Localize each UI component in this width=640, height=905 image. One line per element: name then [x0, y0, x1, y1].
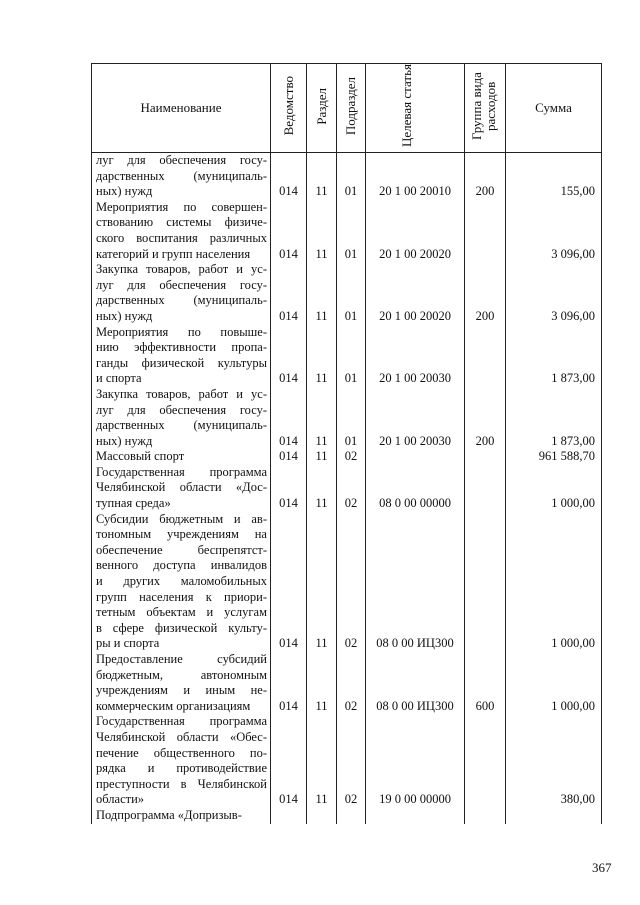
name-line: венного доступа инвалидов	[96, 558, 267, 573]
cell-name	[92, 387, 271, 449]
cell-vedomstvo	[271, 808, 307, 824]
name-line: дарственных (муниципаль-	[96, 168, 267, 183]
cell-podrazdel: 02	[337, 512, 366, 652]
cell-podrazdel: 01	[337, 262, 366, 324]
cell-podrazdel: 02	[337, 714, 366, 808]
cell-gruppa	[465, 512, 506, 652]
table-row	[92, 325, 602, 387]
cell-summa: 380,00	[506, 714, 602, 808]
header-gruppa-label: Группа вида расходов	[469, 72, 498, 140]
table-row	[92, 153, 602, 200]
cell-vedomstvo: 014	[271, 262, 307, 324]
cell-name	[92, 465, 271, 512]
name-line: ры и спорта	[96, 636, 160, 651]
name-line: преступности в Челябинской	[96, 776, 267, 791]
name-line: Субсидии бюджетным и ав-	[96, 511, 267, 526]
cell-razdel: 11	[307, 200, 337, 262]
table-row	[92, 465, 602, 512]
name-line: Челябинской области «Дос-	[96, 480, 267, 495]
name-line: тетным объектам и услугам	[96, 605, 267, 620]
cell-celevaya	[366, 808, 465, 824]
cell-razdel: 11	[307, 325, 337, 387]
name-line: тупная среда»	[96, 496, 171, 511]
header-celevaya-statya	[366, 64, 465, 153]
name-line: учреждениям и иным не-	[96, 683, 267, 698]
cell-razdel: 11	[307, 153, 337, 200]
cell-vedomstvo: 014	[271, 153, 307, 200]
cell-vedomstvo: 014	[271, 449, 307, 465]
header-celevaya-label: Целевая статья	[399, 64, 414, 148]
cell-razdel: 11	[307, 262, 337, 324]
cell-name	[92, 153, 271, 200]
cell-gruppa	[465, 200, 506, 262]
name-line: Подпрограмма «Допризыв-	[96, 807, 242, 822]
cell-summa: 961 588,70	[506, 449, 602, 465]
table-row	[92, 808, 602, 824]
table-row	[92, 652, 602, 714]
cell-gruppa	[465, 714, 506, 808]
cell-name	[92, 262, 271, 324]
name-line: бюджетным, автономным	[96, 667, 267, 682]
cell-vedomstvo: 014	[271, 200, 307, 262]
page-number: 367	[592, 860, 612, 875]
cell-podrazdel: 01	[337, 153, 366, 200]
cell-vedomstvo: 014	[271, 652, 307, 714]
name-line: нию эффективности пропа-	[96, 340, 267, 355]
name-line: ствованию системы физиче-	[96, 215, 267, 230]
name-line: рядка и противодействие	[96, 761, 267, 776]
name-line: и других маломобильных	[96, 574, 267, 589]
cell-gruppa	[465, 325, 506, 387]
cell-razdel: 11	[307, 652, 337, 714]
cell-summa: 1 000,00	[506, 512, 602, 652]
name-line: ных) нужд	[96, 433, 153, 448]
name-line: дарственных (муниципаль-	[96, 418, 267, 433]
table-row	[92, 262, 602, 324]
name-line: и спорта	[96, 371, 142, 386]
header-summa: Сумма	[506, 64, 602, 153]
cell-vedomstvo: 014	[271, 512, 307, 652]
name-line: области»	[96, 792, 145, 807]
budget-table-sheet	[91, 63, 602, 824]
cell-podrazdel: 02	[337, 465, 366, 512]
cell-summa	[506, 808, 602, 824]
cell-celevaya: 08 0 00 ИЦ300	[366, 652, 465, 714]
cell-name	[92, 512, 271, 652]
name-line: коммерческим организациям	[96, 698, 251, 713]
cell-razdel: 11	[307, 387, 337, 449]
name-line: дарственных (муниципаль-	[96, 293, 267, 308]
name-line: категорий и групп населения	[96, 246, 251, 261]
cell-gruppa	[465, 808, 506, 824]
cell-name	[92, 200, 271, 262]
table-row	[92, 387, 602, 449]
cell-celevaya	[366, 449, 465, 465]
name-line: обеспечение беспрепятст-	[96, 542, 267, 557]
cell-celevaya: 19 0 00 00000	[366, 714, 465, 808]
table-row	[92, 714, 602, 808]
name-line: Челябинской области «Обес-	[96, 729, 267, 744]
cell-summa: 3 096,00	[506, 262, 602, 324]
cell-summa: 1 000,00	[506, 465, 602, 512]
cell-summa: 1 000,00	[506, 652, 602, 714]
budget-table	[91, 63, 602, 824]
name-line: Закупка товаров, работ и ус-	[96, 262, 267, 277]
cell-celevaya: 20 1 00 20020	[366, 262, 465, 324]
header-row	[92, 64, 602, 153]
cell-summa: 155,00	[506, 153, 602, 200]
name-line: Мероприятия по повыше-	[96, 324, 267, 339]
cell-gruppa: 200	[465, 262, 506, 324]
header-vedomstvo-label: Ведомство	[280, 76, 296, 136]
cell-name	[92, 652, 271, 714]
cell-razdel: 11	[307, 714, 337, 808]
name-line: луг для обеспечения госу-	[96, 277, 267, 292]
name-line: Государственная программа	[96, 464, 267, 479]
header-name: Наименование	[92, 64, 271, 153]
cell-summa: 3 096,00	[506, 200, 602, 262]
cell-celevaya: 08 0 00 ИЦ300	[366, 512, 465, 652]
name-line: луг для обеспечения госу-	[96, 402, 267, 417]
name-line: ных) нужд	[96, 308, 153, 323]
cell-podrazdel: 01	[337, 200, 366, 262]
cell-name	[92, 714, 271, 808]
name-line: ганды физической культуры	[96, 355, 267, 370]
table-row	[92, 449, 602, 465]
cell-celevaya: 08 0 00 00000	[366, 465, 465, 512]
cell-celevaya: 20 1 00 20020	[366, 200, 465, 262]
cell-vedomstvo: 014	[271, 387, 307, 449]
cell-podrazdel: 02	[337, 652, 366, 714]
header-razdel-label: Раздел	[313, 87, 329, 125]
table-body	[92, 153, 602, 824]
name-line: Государственная программа	[96, 714, 267, 729]
name-line: Мероприятия по совершен-	[96, 199, 267, 214]
cell-celevaya: 20 1 00 20030	[366, 325, 465, 387]
cell-podrazdel: 01	[337, 325, 366, 387]
cell-podrazdel: 01	[337, 387, 366, 449]
cell-razdel	[307, 808, 337, 824]
name-line: Закупка товаров, работ и ус-	[96, 386, 267, 401]
header-vedomstvo	[271, 64, 307, 153]
header-gruppa	[465, 64, 506, 153]
cell-gruppa: 200	[465, 153, 506, 200]
cell-summa: 1 873,00	[506, 325, 602, 387]
table-row	[92, 512, 602, 652]
cell-vedomstvo: 014	[271, 325, 307, 387]
name-line: печение общественного по-	[96, 745, 267, 760]
name-line: тономным учреждениям на	[96, 527, 267, 542]
cell-podrazdel	[337, 808, 366, 824]
header-podrazdel-label: Подраздел	[343, 76, 358, 136]
cell-razdel: 11	[307, 449, 337, 465]
table-row	[92, 200, 602, 262]
cell-celevaya: 20 1 00 20010	[366, 153, 465, 200]
cell-gruppa	[465, 449, 506, 465]
cell-razdel: 11	[307, 512, 337, 652]
cell-podrazdel: 02	[337, 449, 366, 465]
cell-name	[92, 449, 271, 465]
name-line: ных) нужд	[96, 184, 153, 199]
cell-name	[92, 808, 271, 824]
name-line: ского воспитания различных	[96, 230, 267, 245]
cell-vedomstvo: 014	[271, 714, 307, 808]
name-line: групп населения к приори-	[96, 589, 267, 604]
header-razdel	[307, 64, 337, 153]
cell-razdel: 11	[307, 465, 337, 512]
name-line: луг для обеспечения госу-	[96, 153, 267, 167]
cell-gruppa: 600	[465, 652, 506, 714]
cell-vedomstvo: 014	[271, 465, 307, 512]
name-line: Предоставление субсидий	[96, 652, 267, 666]
header-podrazdel	[337, 64, 366, 153]
cell-gruppa	[465, 465, 506, 512]
cell-gruppa: 200	[465, 387, 506, 449]
name-line: в сфере физической культу-	[96, 620, 267, 635]
cell-name	[92, 325, 271, 387]
name-line: Массовый спорт	[96, 449, 185, 464]
cell-celevaya: 20 1 00 20030	[366, 387, 465, 449]
cell-summa: 1 873,00	[506, 387, 602, 449]
